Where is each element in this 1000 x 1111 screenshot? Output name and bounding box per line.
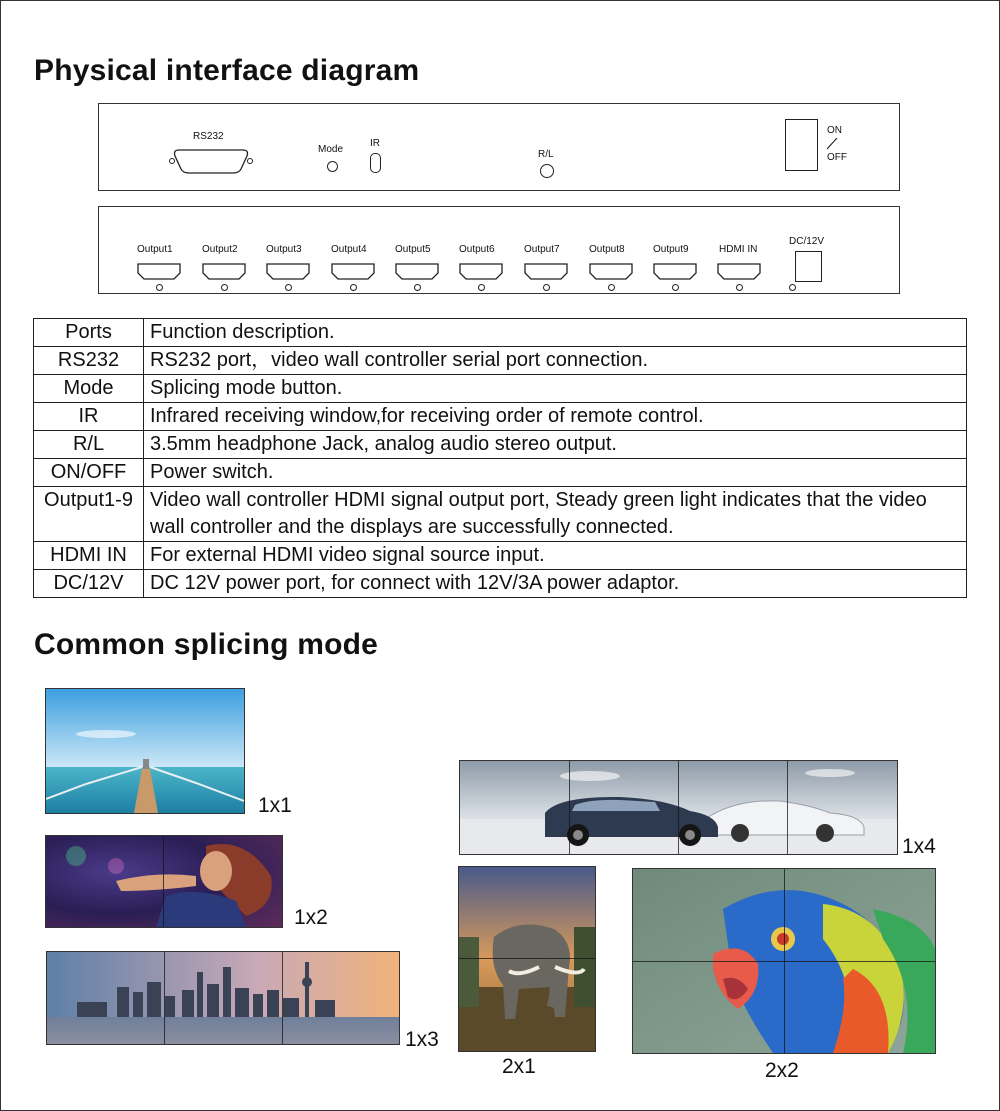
mode-button-icon — [327, 161, 338, 172]
port-label-output4: Output4 — [331, 244, 367, 255]
port-cell: Mode — [34, 375, 144, 403]
mode-label: Mode — [318, 144, 344, 155]
table-row — [34, 403, 967, 431]
pier-scene-image — [46, 689, 244, 813]
mode-1x1-image — [45, 688, 245, 814]
grid-divider — [282, 952, 283, 1044]
hdmi-port-icon — [653, 263, 697, 280]
back-panel — [98, 206, 900, 294]
description-cell: For external HDMI video signal source input. — [144, 542, 967, 570]
mode-2x2-label: 2x2 — [765, 1059, 799, 1082]
rs232-label: RS232 — [193, 131, 224, 142]
section-title-splicing: Common splicing mode — [34, 628, 379, 661]
port-cell: HDMI IN — [34, 542, 144, 570]
ports-table — [33, 318, 967, 598]
port-label-output5: Output5 — [395, 244, 431, 255]
port-led-icon — [350, 284, 357, 291]
port-led-icon — [672, 284, 679, 291]
rs232-connector-icon — [169, 147, 253, 175]
skyline-scene-image — [47, 952, 399, 1044]
port-led-icon — [221, 284, 228, 291]
mode-2x1-label: 2x1 — [502, 1055, 536, 1078]
description-cell: Power switch. — [144, 459, 967, 487]
port-led-icon — [156, 284, 163, 291]
section-title-physical: Physical interface diagram — [34, 54, 420, 87]
grid-divider — [164, 952, 165, 1044]
rl-label: R/L — [538, 149, 554, 160]
dc-label: DC/12V — [789, 236, 825, 247]
description-cell: Video wall controller HDMI signal output port, Steady green light indicates that the video wall controller and the displays are successfully connected. — [144, 487, 967, 542]
grid-divider — [163, 836, 164, 927]
port-cell: IR — [34, 403, 144, 431]
hdmi-port-icon — [717, 263, 761, 280]
hdmi-port-icon — [395, 263, 439, 280]
table-row — [34, 542, 967, 570]
mode-2x1-image — [458, 866, 596, 1052]
grid-divider — [459, 958, 595, 959]
ir-label: IR — [370, 138, 380, 149]
table-row — [34, 570, 967, 598]
grid-divider — [787, 761, 788, 854]
hdmi-port-icon — [137, 263, 181, 280]
audio-jack-icon — [540, 164, 554, 178]
table-row — [34, 431, 967, 459]
mode-1x2-image — [45, 835, 283, 928]
port-led-icon — [608, 284, 615, 291]
hdmi-port-icon — [459, 263, 503, 280]
power-switch-icon — [785, 119, 818, 171]
description-cell: DC 12V power port, for connect with 12V/3A power adaptor. — [144, 570, 967, 598]
table-row — [34, 459, 967, 487]
port-cell: DC/12V — [34, 570, 144, 598]
headphones-scene-image — [46, 836, 282, 927]
port-label-output8: Output8 — [589, 244, 625, 255]
port-led-icon — [736, 284, 743, 291]
table-row — [34, 347, 967, 375]
description-cell: Infrared receiving window,for receiving order of remote control. — [144, 403, 967, 431]
port-label-output2: Output2 — [202, 244, 238, 255]
mode-1x3-label: 1x3 — [405, 1028, 439, 1051]
hdmi-port-icon — [524, 263, 568, 280]
table-row — [34, 375, 967, 403]
grid-divider — [678, 761, 679, 854]
table-header-row — [34, 319, 967, 347]
ir-window-icon — [370, 153, 381, 173]
mode-1x2-label: 1x2 — [294, 906, 328, 929]
port-cell: R/L — [34, 431, 144, 459]
header-ports: Ports — [34, 319, 144, 347]
mode-1x3-image — [46, 951, 400, 1045]
table-row — [34, 487, 967, 542]
description-cell: Splicing mode button. — [144, 375, 967, 403]
port-cell: Output1-9 — [34, 487, 144, 542]
front-panel — [98, 103, 900, 191]
port-label-output7: Output7 — [524, 244, 560, 255]
mode-1x4-label: 1x4 — [902, 835, 936, 858]
port-label-output3: Output3 — [266, 244, 302, 255]
dc-led-icon — [789, 284, 796, 291]
mode-1x4-image — [459, 760, 898, 855]
hdmi-port-icon — [589, 263, 633, 280]
mode-1x1-label: 1x1 — [258, 794, 292, 817]
grid-divider — [569, 761, 570, 854]
port-led-icon — [285, 284, 292, 291]
elephant-scene-image — [459, 867, 595, 1051]
grid-divider — [633, 961, 935, 962]
port-cell: ON/OFF — [34, 459, 144, 487]
port-label-output1: Output1 — [137, 244, 173, 255]
port-led-icon — [543, 284, 550, 291]
port-cell: RS232 — [34, 347, 144, 375]
hdmi-port-icon — [331, 263, 375, 280]
hdmi-port-icon — [202, 263, 246, 280]
port-led-icon — [478, 284, 485, 291]
description-cell: 3.5mm headphone Jack, analog audio stereo output. — [144, 431, 967, 459]
port-led-icon — [414, 284, 421, 291]
hdmi-port-icon — [266, 263, 310, 280]
dc-power-port-icon — [795, 251, 822, 282]
on-label: ON — [827, 125, 842, 136]
header-function: Function description. — [144, 319, 967, 347]
port-label-output9: Output9 — [653, 244, 689, 255]
port-label-hdmi-in: HDMI IN — [719, 244, 758, 255]
description-cell: RS232 port，video wall controller serial port connection. — [144, 347, 967, 375]
switch-slash-icon — [825, 136, 839, 150]
off-label: OFF — [827, 152, 847, 163]
port-label-output6: Output6 — [459, 244, 495, 255]
mode-2x2-image — [632, 868, 936, 1054]
